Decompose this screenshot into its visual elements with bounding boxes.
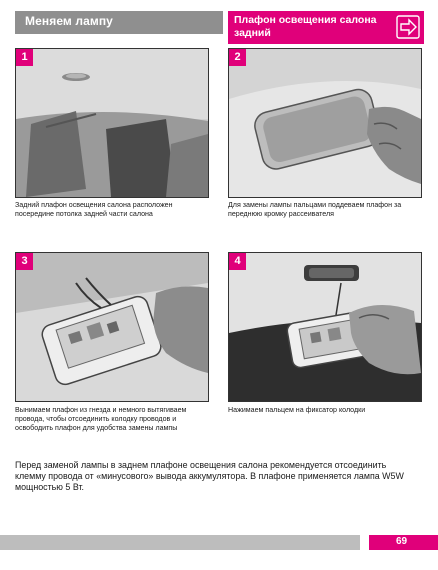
step-number-3: 3 — [16, 253, 33, 270]
body-paragraph: Перед заменой лампы в заднем плафоне освещения салона рекомендуется отсоединить клемму провода от «минусового» вывода аккумулятора. В плафоне применяется лампа W5W мощностью 5 Вт. — [15, 460, 404, 493]
step-photo-3 — [15, 252, 209, 402]
step-caption-3: Вынимаем плафон из гнезда и немного вытягиваем провода, чтобы отсоединить колодку проводов и освободить плафон для удобства замены лампы — [15, 406, 187, 433]
section-title-bar — [15, 11, 223, 34]
chapter-title-bar — [228, 11, 424, 44]
photo-rear-ceiling — [16, 49, 208, 197]
chapter-title: Плафон освещения салона задний — [234, 14, 377, 39]
step-photo-2 — [228, 48, 422, 198]
photo-lamp-removal — [229, 49, 421, 197]
page-number-box — [369, 535, 438, 550]
step-photo-1 — [15, 48, 209, 198]
step-caption-1: Задний плафон освещения салона расположен посередине потолка задней части салона — [15, 201, 173, 219]
step-number-4: 4 — [229, 253, 246, 270]
step-caption-4: Нажимаем пальцем на фиксатор колодки — [228, 406, 366, 414]
arrow-right-icon — [396, 15, 420, 39]
page-number: 69 — [396, 536, 408, 547]
photo-disconnect-wires — [16, 253, 208, 401]
section-title: Меняем лампу — [25, 14, 113, 28]
photo-press-latch — [229, 253, 421, 401]
footer-bar — [0, 535, 360, 550]
step-caption-2: Для замены лампы пальцами поддеваем плафон за переднюю кромку рассеивателя — [228, 201, 402, 219]
step-number-1: 1 — [16, 49, 33, 66]
step-number-2: 2 — [229, 49, 246, 66]
step-photo-4 — [228, 252, 422, 402]
